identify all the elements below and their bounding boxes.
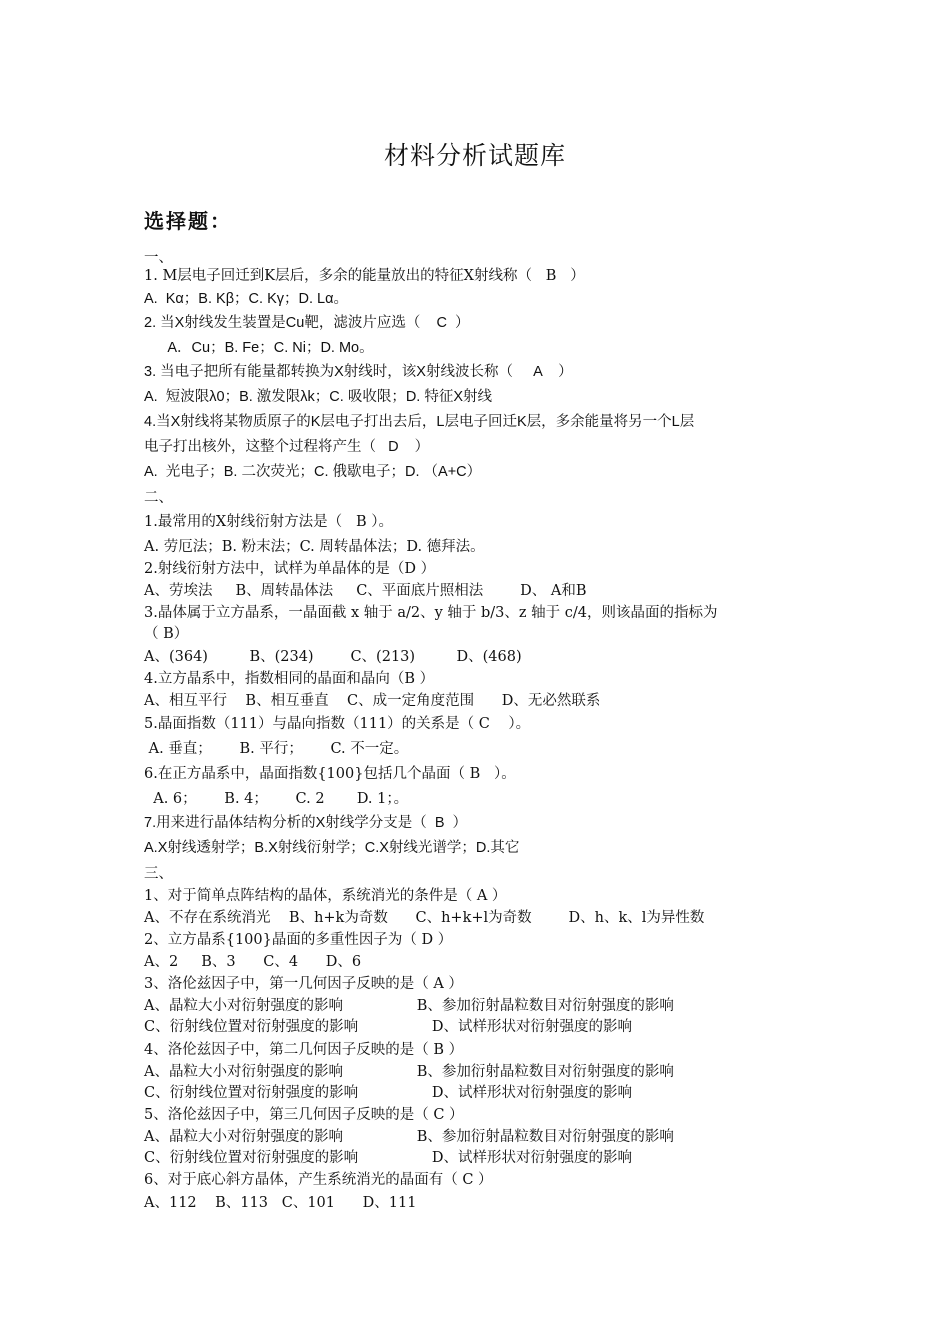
- question-line: 4.当X射线将某物质原子的K层电子打出去后，L层电子回迁K层，多余能量将另一个L层: [144, 414, 695, 430]
- question-line: 2. 当X射线发生装置是Cu靶，滤波片应选（ C ）: [144, 315, 470, 331]
- question-line: 7.用来进行晶体结构分析的X射线学分支是（ B ）: [144, 815, 468, 831]
- question-line: 4、洛伦兹因子中，第二几何因子反映的是（ B ）: [144, 1042, 464, 1058]
- option-line: A、晶粒大小对衍射强度的影响 B、参加衍射晶粒数目对衍射强度的影响: [144, 1129, 674, 1145]
- section-label: 三、: [144, 866, 173, 882]
- option-line: A.X射线透射学；B.X射线衍射学；C.X射线光谱学；D.其它: [144, 840, 520, 856]
- option-line: A、相互平行 B、相互垂直 C、成一定角度范围 D、无必然联系: [144, 693, 601, 709]
- option-line: A、劳埃法 B、周转晶体法 C、平面底片照相法 D、 A和B: [144, 583, 587, 599]
- question-line: 6、对于底心斜方晶体，产生系统消光的晶面有（ C ）: [144, 1172, 493, 1188]
- option-line: A. 垂直； B. 平行； C. 不一定。: [144, 741, 409, 757]
- question-line: 3.晶体属于立方晶系，一晶面截 x 轴于 a/2、y 轴于 b/3、z 轴于 c/4，则该晶面的指标为: [144, 605, 718, 621]
- option-line: A、晶粒大小对衍射强度的影响 B、参加衍射晶粒数目对衍射强度的影响: [144, 1064, 674, 1080]
- question-line: 2、立方晶系{100}晶面的多重性因子为（ D ）: [144, 932, 453, 948]
- question-line: 5、洛伦兹因子中，第三几何因子反映的是（ C ）: [144, 1107, 464, 1123]
- question-line: 4.立方晶系中，指数相同的晶面和晶向（B ）: [144, 671, 435, 687]
- question-line: 3、洛伦兹因子中，第一几何因子反映的是（ A ）: [144, 976, 463, 992]
- question-line: 3. 当电子把所有能量都转换为X射线时，该X射线波长称（ A ）: [144, 364, 573, 380]
- question-line: 5.晶面指数（111）与晶向指数（111）的关系是（ C ）。: [144, 716, 531, 732]
- option-line: A．Cu；B. Fe；C. Ni；D. Mo。: [144, 340, 374, 356]
- option-line: A、不存在系统消光 B、h+k为奇数 C、h+k+l为奇数 D、h、k、l为异性数: [144, 910, 705, 926]
- section-label: 一、: [144, 250, 173, 266]
- option-line: C、衍射线位置对衍射强度的影响 D、试样形状对衍射强度的影响: [144, 1019, 632, 1035]
- option-line: A. Kα；B. Kβ；C. Kγ；D. Lα。: [144, 291, 348, 307]
- question-line: 6.在正方晶系中，晶面指数{100}包括几个晶面（ B ）。: [144, 766, 516, 782]
- option-line: C、衍射线位置对衍射强度的影响 D、试样形状对衍射强度的影响: [144, 1150, 632, 1166]
- question-line: 1.最常用的X射线衍射方法是（ B ）。: [144, 514, 393, 530]
- section-heading: 选择题：: [144, 209, 232, 233]
- option-line: A. 6； B. 4； C. 2 D. 1；。: [144, 791, 409, 807]
- option-line: A. 短波限λ0；B. 激发限λk；C. 吸收限；D. 特征X射线: [144, 389, 493, 405]
- option-line: A、(364) B、(234) C、(213) D、(468): [144, 649, 522, 665]
- question-line: （ B）: [144, 626, 189, 642]
- question-line: 2.射线衍射方法中，试样为单晶体的是（D ）: [144, 561, 436, 577]
- option-line: A、晶粒大小对衍射强度的影响 B、参加衍射晶粒数目对衍射强度的影响: [144, 998, 674, 1014]
- option-line: C、衍射线位置对衍射强度的影响 D、试样形状对衍射强度的影响: [144, 1085, 632, 1101]
- option-line: A、2 B、3 C、4 D、6: [144, 954, 362, 970]
- question-line: 1、对于简单点阵结构的晶体，系统消光的条件是（ A ）: [144, 888, 507, 904]
- option-line: A、112 B、113 C、101 D、111: [144, 1195, 417, 1211]
- section-label: 二、: [144, 490, 173, 506]
- option-line: A. 光电子；B. 二次荧光；C. 俄歇电子；D. （A+C）: [144, 464, 482, 480]
- document-title: 材料分析试题库: [383, 141, 566, 170]
- question-line: 1. M层电子回迁到K层后，多余的能量放出的特征X射线称（ B ）: [144, 268, 585, 284]
- question-line: 电子打出核外，这整个过程将产生（ D ）: [144, 439, 430, 455]
- option-line: A. 劳厄法；B. 粉末法；C. 周转晶体法；D. 德拜法。: [144, 539, 485, 555]
